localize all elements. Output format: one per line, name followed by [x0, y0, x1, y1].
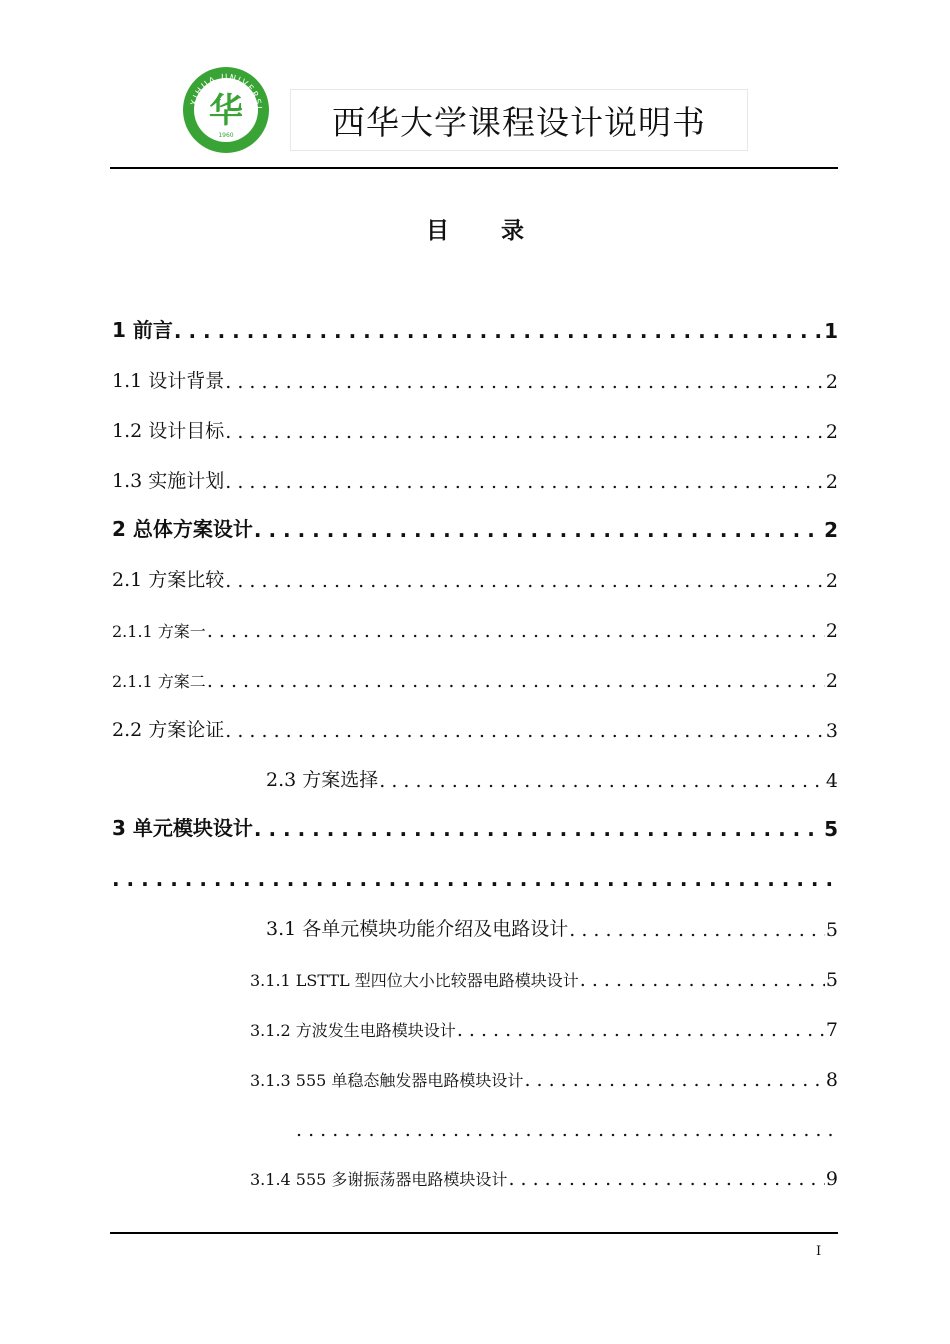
toc-entry-label: 3.1.3 555 单稳态触发器电路模块设计 [250, 1071, 524, 1090]
toc-leader [508, 1168, 824, 1190]
toc-entry-page: 5 [825, 919, 838, 941]
toc-entry-label: 2.1 方案比较 [112, 569, 225, 591]
toc-entry-page: 2 [825, 570, 838, 592]
toc-entry[interactable] [112, 811, 838, 841]
header-rule [110, 167, 838, 169]
toc-entry[interactable] [112, 562, 838, 592]
toc-leader-orphan [112, 861, 834, 891]
toc-entry[interactable] [112, 712, 838, 742]
toc-heading-left: 目 [426, 218, 449, 244]
toc-entry[interactable] [112, 413, 838, 443]
toc-leader [207, 620, 825, 642]
toc-leader [174, 319, 823, 343]
toc-entry-page: 9 [825, 1168, 838, 1190]
toc-leader [225, 371, 825, 393]
toc-leader [254, 518, 823, 542]
toc-entry-label: 2.3 方案选择 [266, 769, 379, 791]
toc-entry[interactable] [250, 1160, 838, 1190]
toc-leader [379, 770, 825, 792]
toc-leader [524, 1069, 824, 1091]
toc-entry[interactable] [266, 762, 838, 792]
toc-entry-label: 3.1 各单元模块功能介绍及电路设计 [266, 918, 569, 940]
logo-ring-text: XIHUA UNIVERSI [189, 72, 264, 111]
toc-entry-label: 1.1 设计背景 [112, 370, 225, 392]
toc-entry[interactable] [112, 662, 838, 692]
toc-entry-page: 2 [825, 371, 838, 393]
toc-leader [580, 969, 825, 991]
logo-calligraphy: 华 [209, 91, 243, 131]
toc-leader [207, 670, 825, 692]
toc-entry[interactable] [250, 1061, 838, 1091]
toc-entry-label: 3 单元模块设计 [112, 816, 253, 840]
toc-entry-page: 5 [824, 817, 838, 841]
toc-entry-label: 1 前言 [112, 318, 173, 342]
toc-leader [225, 570, 825, 592]
toc-entry-label: 2 总体方案设计 [112, 517, 253, 541]
toc-leader-orphan [296, 1111, 834, 1141]
toc-heading-right: 录 [501, 218, 524, 244]
toc-leader [254, 817, 823, 841]
toc-entry-label: 3.1.2 方波发生电路模块设计 [250, 1021, 456, 1040]
toc-entry-page: 8 [825, 1069, 838, 1091]
university-logo [182, 66, 270, 154]
toc-entry-label: 2.1.1 方案一 [112, 622, 206, 641]
toc-entry[interactable] [112, 463, 838, 493]
toc-entry[interactable] [266, 911, 838, 941]
toc-entry-label: 1.2 设计目标 [112, 420, 225, 442]
toc-entry-page: 1 [824, 319, 838, 343]
toc-entry-label: 3.1.4 555 多谢振荡器电路模块设计 [250, 1170, 508, 1189]
toc-entry-page: 2 [825, 471, 838, 493]
toc-entry[interactable] [250, 1011, 838, 1041]
toc-leader [457, 1019, 825, 1041]
toc-entry-label: 2.1.1 方案二 [112, 672, 206, 691]
toc-entry-page: 4 [825, 770, 838, 792]
toc-entry-label: 2.2 方案论证 [112, 719, 225, 741]
document-header-title: 西华大学课程设计说明书 [290, 89, 748, 151]
toc-entry-label: 3.1.1 LSTTL 型四位大小比较器电路模块设计 [250, 971, 579, 990]
toc-entry-page: 7 [825, 1019, 838, 1041]
logo-year: 1960 [218, 132, 234, 139]
toc-entry[interactable] [112, 363, 838, 393]
toc-entry-page: 3 [825, 720, 838, 742]
toc-entry-page: 2 [825, 421, 838, 443]
page-number: I [816, 1244, 822, 1259]
toc-entry[interactable] [250, 961, 838, 991]
toc-leader [569, 919, 825, 941]
toc-entry-page: 2 [825, 670, 838, 692]
toc-heading [0, 212, 950, 245]
toc-entry[interactable] [112, 612, 838, 642]
toc-entry-page: 2 [824, 518, 838, 542]
footer-rule [110, 1232, 838, 1234]
toc-entry-page: 2 [825, 620, 838, 642]
toc-entry-label: 1.3 实施计划 [112, 470, 225, 492]
toc-leader [225, 720, 825, 742]
toc-leader [225, 471, 825, 493]
toc-leader [225, 421, 825, 443]
toc-entry[interactable] [112, 313, 838, 343]
toc-entry[interactable] [112, 512, 838, 542]
toc-entry-page: 5 [825, 969, 838, 991]
